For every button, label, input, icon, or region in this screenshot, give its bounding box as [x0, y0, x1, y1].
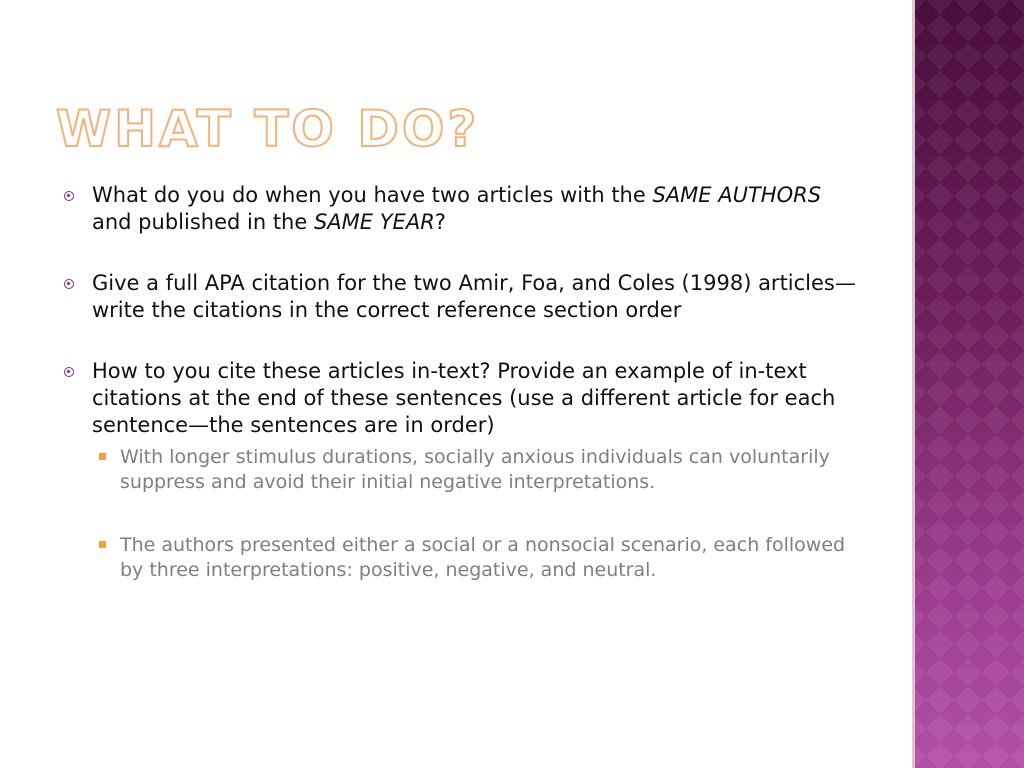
side-band-edge: [912, 0, 915, 768]
bullet-text: What do you do when you have two articles with the SAME AUTHORS and published in the SAME YEAR?: [92, 183, 822, 234]
sub-bullet-item: [92, 533, 862, 583]
bullet-text: Give a full APA citation for the two Amir, Foa, and Coles (1998) articles—write the citations in the correct reference section order: [92, 271, 856, 322]
bullet-item: [62, 182, 862, 236]
bullet-text: How to you cite these articles in-text? Provide an example of in-text citations at the end of these sentences (use a different article for each sentence—the sentences are in order): [92, 359, 836, 437]
emphasis-text: SAME YEAR: [313, 210, 435, 234]
sub-bullet-list: [92, 445, 862, 583]
sub-bullet-text: The authors presented either a social or a nonsocial scenario, each followed by three interpretations: positive, negative, and neutral.: [120, 534, 846, 581]
bullet-item: [62, 270, 862, 324]
diamond-pattern: [912, 0, 1024, 768]
decorative-side-band: [912, 0, 1024, 768]
circle-bullet-icon: [64, 191, 74, 201]
square-bullet-icon: [99, 453, 106, 460]
emphasis-text: SAME AUTHORS: [652, 183, 822, 207]
sub-bullet-text: With longer stimulus durations, socially anxious individuals can voluntarily suppress and avoid their initial negative interpretations.: [120, 446, 830, 493]
slide-title: WHAT TO DO?: [56, 100, 480, 158]
bullet-item: [62, 358, 862, 583]
circle-bullet-icon: [64, 367, 74, 377]
square-bullet-icon: [99, 541, 106, 548]
slide-content: [62, 182, 862, 583]
sub-bullet-item: [92, 445, 862, 495]
circle-bullet-icon: [64, 279, 74, 289]
